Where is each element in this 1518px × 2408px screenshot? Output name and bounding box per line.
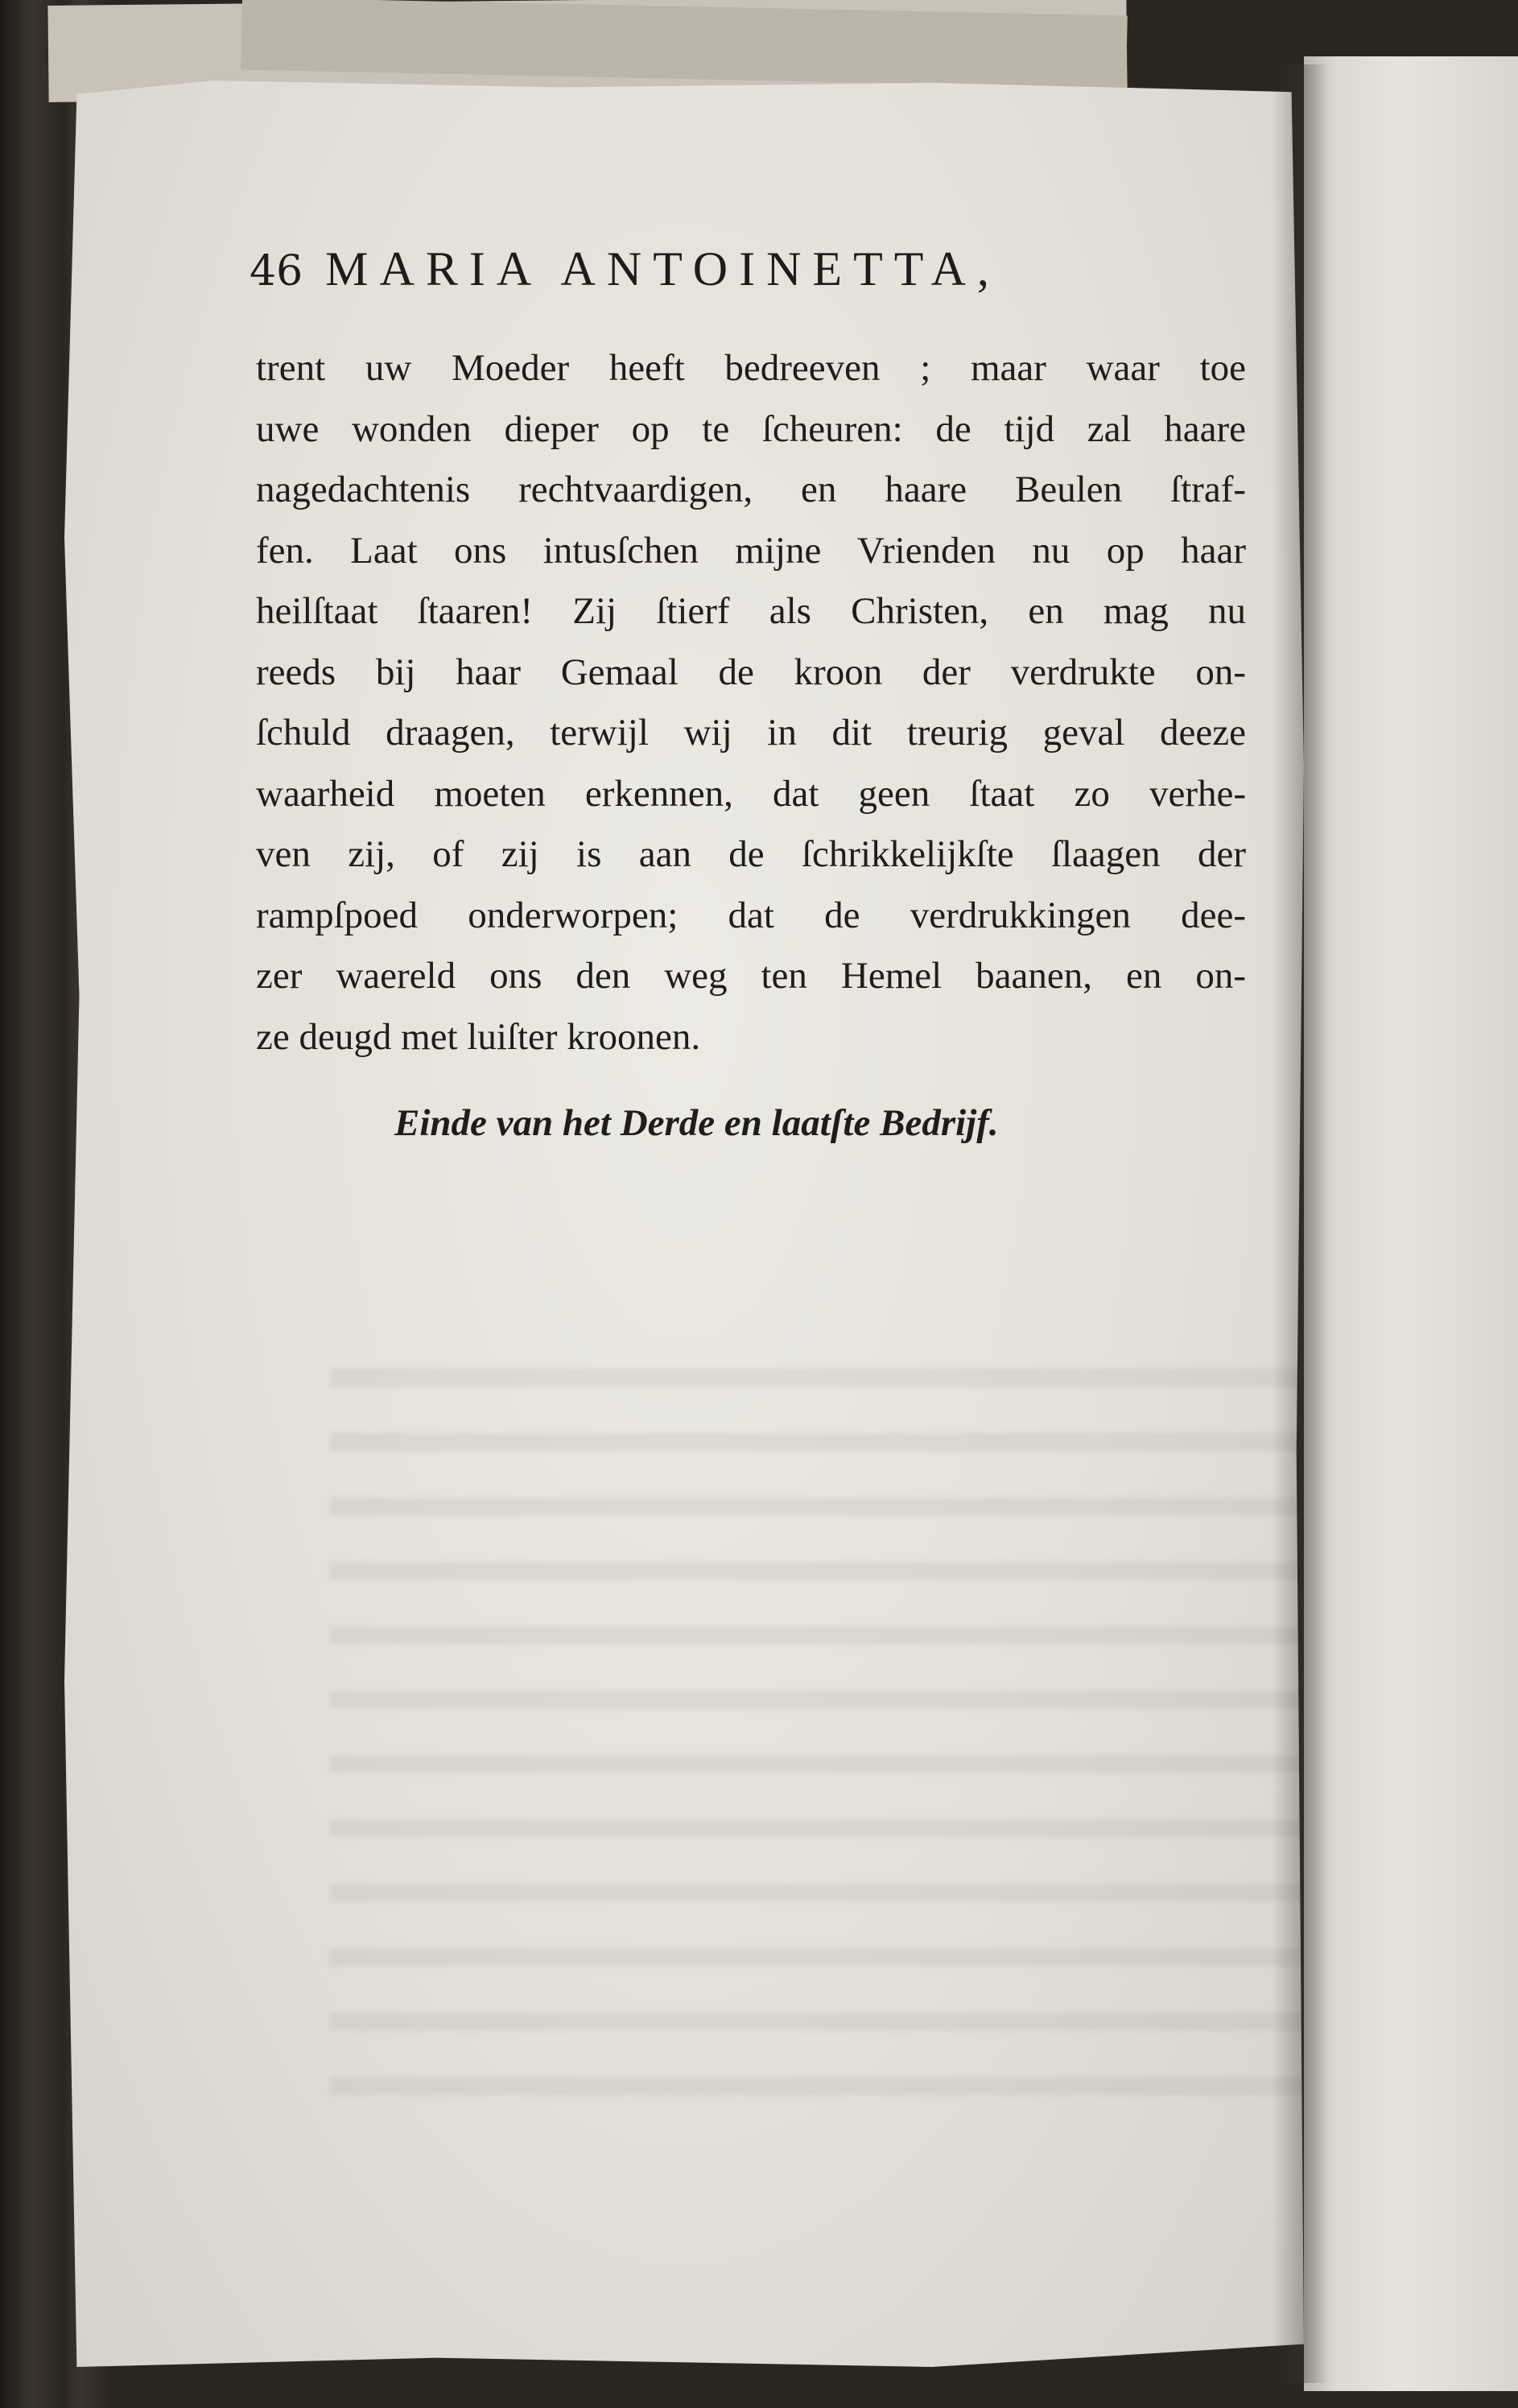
text-line: uwe wonden dieper op te ſcheuren: de tijd zal haare <box>256 407 1246 450</box>
running-head <box>250 242 1167 314</box>
text-line: waarheid moeten erkennen, dat geen ſtaat zo verhe- <box>256 772 1246 815</box>
text-line: reeds bij haar Gemaal de kroon der verdrukte on- <box>256 651 1246 693</box>
running-head-title: MARIA ANTOINETTA, <box>325 242 1000 295</box>
text-line: heilſtaat ſtaaren! Zij ſtierf als Christen, en mag nu <box>256 590 1246 632</box>
text-line: nagedachtenis rechtvaardigen, en haare Beulen ſtraf- <box>256 469 1246 510</box>
text-line: rampſpoed onderworpen; dat de verdrukkingen dee- <box>256 894 1246 936</box>
text-line: trent uw Moeder heeft bedreeven ; maar waar toe <box>256 347 1246 389</box>
text-line: zer waereld ons den weg ten Hemel baanen, en on- <box>256 955 1246 997</box>
text-line: ſchuld draagen, terwijl wij in dit treurig geval deeze <box>256 712 1246 754</box>
text-line: ven zij, of zij is aan de ſchrikkelijkſte ſlaagen der <box>256 833 1246 875</box>
colophon: Einde van het Derde en laatſte Bedrijf. <box>394 1102 999 1144</box>
show-through-text <box>330 1336 1336 2142</box>
page-number: 46 <box>250 247 303 295</box>
text-line: fen. Laat ons intusſchen mijne Vrienden nu op haar <box>256 529 1246 572</box>
gutter-shadow <box>1272 64 1328 2383</box>
text-line: ze deugd met luiſter kroonen. <box>256 1015 701 1058</box>
facing-page <box>1304 56 1518 2391</box>
body-text <box>256 338 1246 1068</box>
